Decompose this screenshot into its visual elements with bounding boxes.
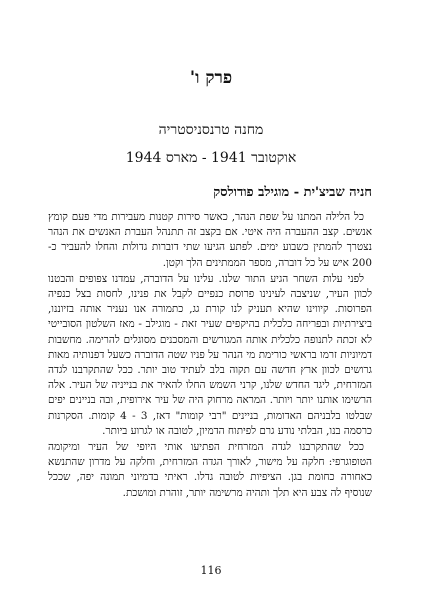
section-subtitle: מחנה טרנסניסטריה xyxy=(158,122,264,138)
body-text xyxy=(48,210,372,502)
date-range: אוקטובר 1941 - מארס 1944 xyxy=(125,150,297,166)
paragraph: לפני עלות השחר הגיע התור שלנו. עלינו על הדוברה, עמדנו צפופים והבטנו לכוון העיר, שניצבה לעינינו פרוסת כנפיים לקבל את פנינו, לחסות בצל כנפיה הפרוסות. קיווינו שהיא תעניק לנו קורת גג, כתמורה אנו נעניר אותה בזיוננו, ביצירתיות ובפריחה כלכלית בהיקפים שעיר זאת - מוגילב - מאז השלטון הסובייטי לא זכתה לתנופה כלכלית אותה המגורשים והמסכנים מסוגלים להרימה. מחשבות דמיוניות זרמו בראשי כורימת מי הנהר על פניו שטה הדוברה כשעל דפנותיה מאות גרושים לכוון ארץ חדשה עם תקוה בלב לעתיד טוב יותר. ככל שהתקרבנו לגדה המזרחית, ליגד החדש שלנו, קרני השמש החלו להאיר את בנייניה של העיר. אלה הרשימו אותנו יותר ויותר. המראה מרחוק היה של עיר אירופית, ובה בניינים יפים שבלטו בלבניהם האדומות, בניינים "רבי קומות" דאז, 3 - 4 קומות. הסקרנות כרסמה בנו, הבלתי נודע גרם לפיתוח הדמיון, לטובה או לגרוע ביותר. xyxy=(48,272,373,437)
chapter-title: פרק ו' xyxy=(189,68,233,88)
author-heading: חניה שביצ'ית - מוגילב פודולסק xyxy=(213,185,372,200)
paragraph: כל הלילה המתנו על שפת הנהר, כאשר סירות קטנות מעבירות מדי פעם קומץ אנשים. קצב ההעברה היה איטי. אם בקצב זה תתנהל העברת האנשים את הנהר נצטרך להמתין כשבוע ימים. לפתע הגיעו שתי דוברות גדולות והחלו להעביר כ- 200 איש על כל דוברה, מספר הממתינים הלך וקטן. xyxy=(48,211,372,269)
paragraph: ככל שהתקרבנו לגדה המזרחית הפתיעו אותי היופי של העיר ומיקומה הטופוגרפי: חלקה על מישור, לאורך הגדה המזרחית, וחלקה על מדרון שהתנשא כאחורה כחומת בגן. הציפיות לטובה גדלו. ראיתי בדמיוני תמונה יפה, שככל שנוסיף לה צבע היא תלך ותהיה מרשימה יותר, זוהרת ומושכת. xyxy=(48,441,372,499)
page-number: 116 xyxy=(200,564,222,577)
